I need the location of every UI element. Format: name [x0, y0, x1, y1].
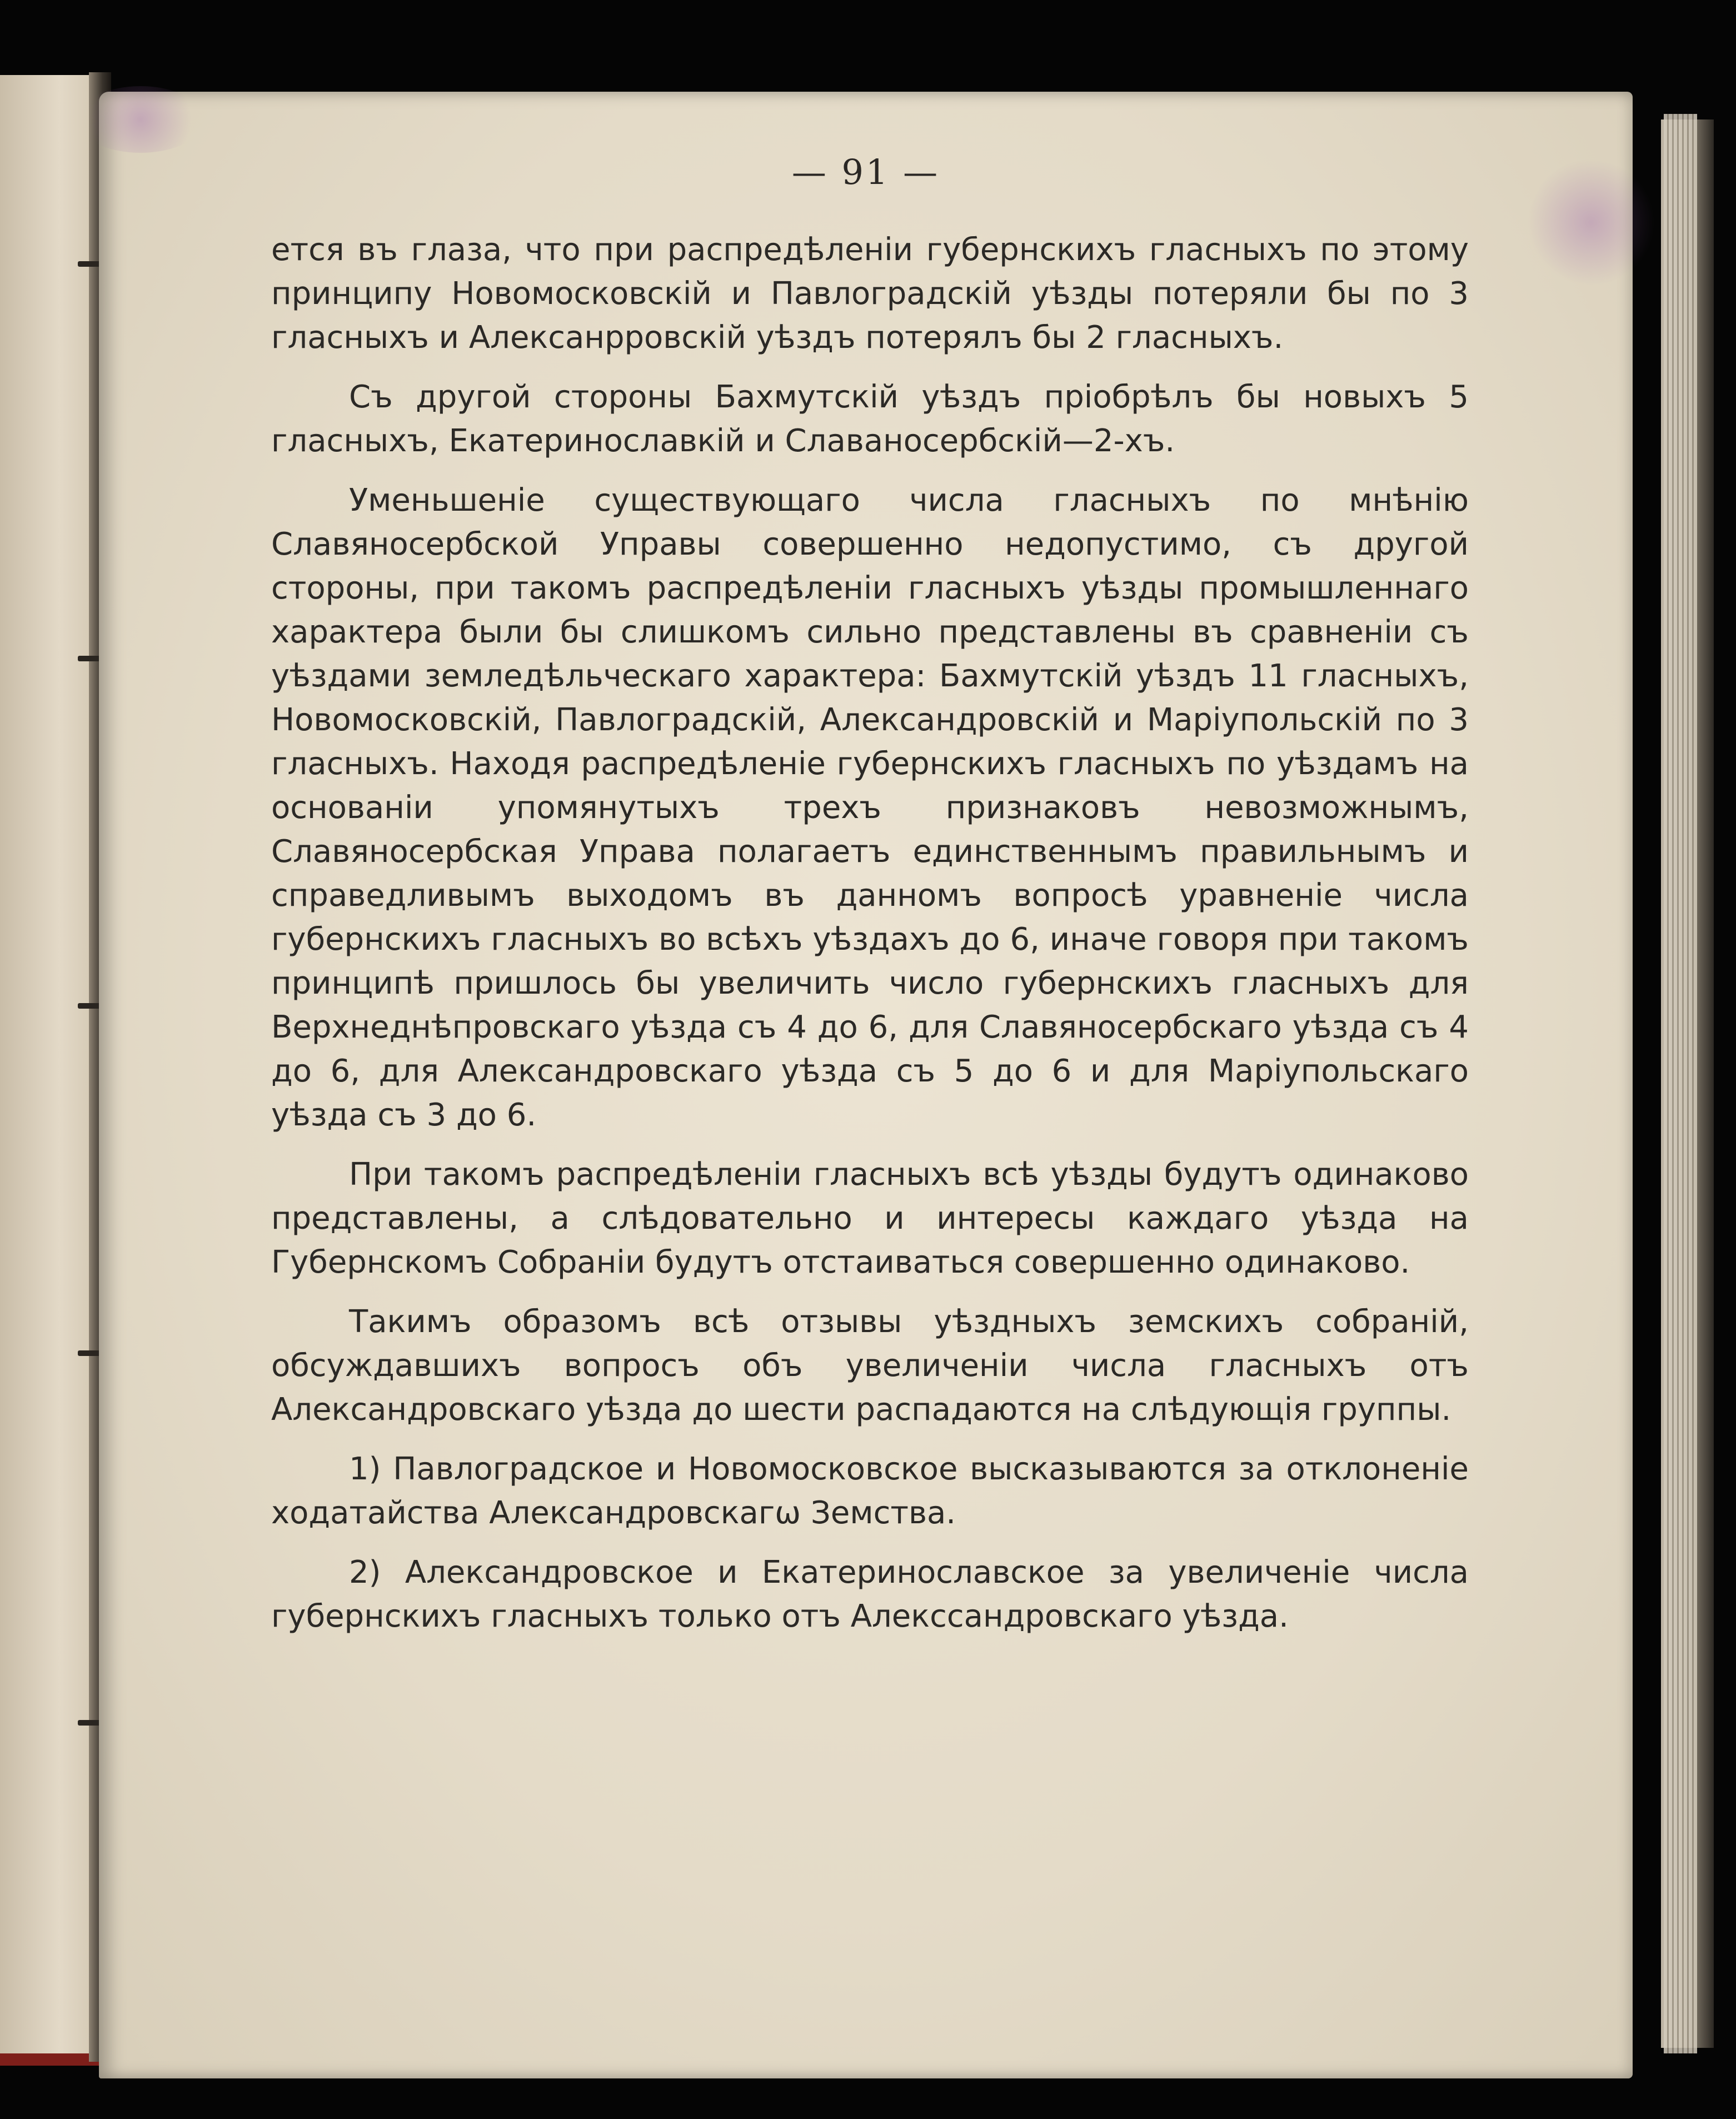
- paragraph: 2) Александровское и Екатеринославское за увеличеніе числа губернскихъ гласныхъ только отъ Алекссандровскаго уѣзда.: [271, 1554, 1469, 1634]
- paragraph: Съ другой стороны Бахмутскій уѣздъ пріобрѣлъ бы новыхъ 5 гласныхъ, Екатеринославкій и Славаносербскій—2-хъ.: [271, 379, 1469, 459]
- paragraph: ется въ глаза, что при распредѣленіи губернскихъ гласныхъ по этому принципу Новомосковскій и Павлоградскій уѣзды потеряли бы по 3 гласныхъ и Алексанрровскій уѣздъ потерялъ бы 2 гласныхъ.: [271, 232, 1469, 356]
- paragraph: Такимъ образомъ всѣ отзывы уѣздныхъ земскихъ собраній, обсуждавшихъ вопросъ объ увеличеніи числа гласныхъ отъ Александровскаго уѣзда до шести распадаются на слѣдующія группы.: [271, 1304, 1469, 1428]
- paragraph: При такомъ распредѣленіи гласныхъ всѣ уѣзды будутъ одинаково представлены, а слѣдовательно и интересы каждаго уѣзда на Губернскомъ Собраніи будутъ отстаиваться совершенно одинаково.: [271, 1156, 1469, 1280]
- paragraph: 1) Павлоградское и Новомосковское высказываются за отклоненіе ходатайства Александровскагѡ Земства.: [271, 1451, 1469, 1531]
- page-body: [271, 228, 1469, 1654]
- book-page: [99, 92, 1633, 2078]
- page-stack-edge-lines: [1664, 114, 1697, 2053]
- ink-stain: [77, 86, 204, 153]
- page-number: — 91 —: [791, 152, 940, 192]
- paragraph: Уменьшеніе существующаго числа гласныхъ по мнѣнію Славяносербской Управы совершенно недопустимо, съ другой стороны, при такомъ распредѣленіи гласныхъ уѣзды промышленнаго характера были бы слишкомъ сильно представлены въ сравненіи съ уѣздами земледѣльческаго характера: Бахмутскій уѣздъ 11 гласныхъ, Новомосковскій, Павлоградскій, Александровскій и Маріупольскій по 3 гласныхъ. Находя распредѣленіе губернскихъ гласныхъ по уѣздамъ на основаніи упомянутыхъ трехъ признаковъ невозможнымъ, Славяносербская Управа полагаетъ единственнымъ правильнымъ и справедливымъ выходомъ въ данномъ вопросѣ уравненіе числа губернскихъ гласныхъ во всѣхъ уѣздахъ до 6, иначе говоря при такомъ принципѣ пришлось бы увеличить число губернскихъ гласныхъ для Верхнеднѣпровскаго уѣзда съ 4 до 6, для Славяносербскаго уѣзда съ 4 до 6, для Александровскаго уѣзда съ 5 до 6 и для Маріупольскаго уѣзда съ 3 до 6.: [271, 482, 1469, 1133]
